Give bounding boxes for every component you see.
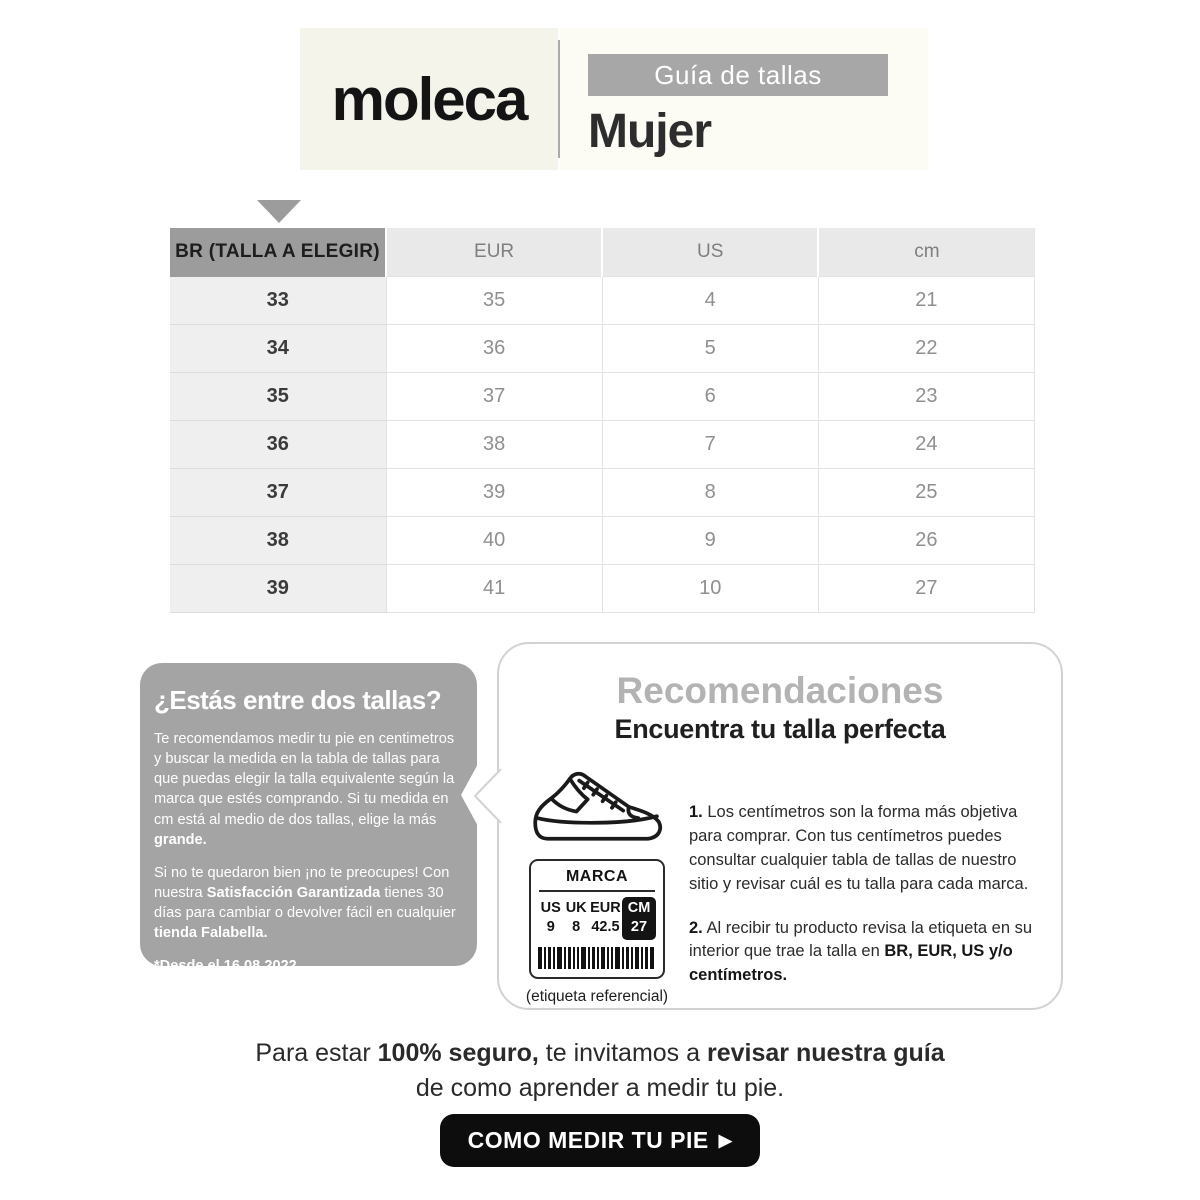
- footer-button-row: [0, 1114, 1200, 1167]
- column-pointer-triangle-icon: [257, 200, 301, 223]
- text-segment-bold: BR, EUR, US y/o centímetros.: [689, 942, 1013, 985]
- cell-us-size: 10: [602, 565, 818, 613]
- barcode-image: [538, 947, 654, 969]
- point-2: [689, 917, 1035, 989]
- guide-badge: Guía de tallas: [588, 54, 888, 96]
- header-title-block: [560, 28, 928, 170]
- bubble-paragraph-2: [154, 863, 463, 944]
- brand-logo-box: [300, 28, 558, 170]
- button-label: COMO MEDIR TU PIE: [467, 1127, 709, 1153]
- text-segment: tienes 30 días para cambiar o devolver fácil en cualquier: [154, 884, 456, 921]
- arrow-right-icon: ▶: [718, 1131, 733, 1150]
- brand-logo: moleca: [331, 65, 527, 133]
- label-value: 8: [572, 919, 581, 936]
- cell-cm-size: 25: [818, 469, 1034, 517]
- column-header-eur: EUR: [386, 228, 602, 277]
- label-col-us: [538, 899, 563, 938]
- label-cm-highlight: [622, 897, 656, 940]
- table-row: [170, 421, 1035, 469]
- between-sizes-bubble: [140, 663, 477, 975]
- table-row: [170, 373, 1035, 421]
- footer-line-1: [0, 1036, 1200, 1071]
- cell-us-size: 9: [602, 517, 818, 565]
- cell-cm-size: 27: [818, 565, 1034, 613]
- size-table: [170, 228, 1035, 613]
- label-illustration-column: [511, 761, 683, 1008]
- cell-eur-size: 38: [386, 421, 602, 469]
- text-segment-bold: Satisfacción Garantizada: [206, 884, 381, 901]
- cell-us-size: 4: [602, 277, 818, 325]
- column-header-cm: cm: [818, 228, 1034, 277]
- cell-eur-size: 36: [386, 325, 602, 373]
- cell-br-size: 34: [170, 325, 386, 373]
- page-title: Mujer: [588, 105, 712, 158]
- table-header-row: [170, 228, 1035, 277]
- cell-cm-size: 23: [818, 373, 1034, 421]
- text-segment: Al recibir tu producto revisa la etiqueta en su interior que trae la talla en: [689, 918, 1033, 961]
- text-segment-bold: tienda Falabella.: [154, 925, 268, 942]
- label-divider: [539, 890, 655, 892]
- point-number: 1.: [689, 802, 703, 821]
- label-cm-value: 27: [630, 919, 648, 936]
- text-segment: Te recomendamos medir tu pie en centimetros y buscar la medida en la tabla de tallas para que puedas elegir la talla equivalente según la marca que estés comprando. Si tu medida en cm está al medio de dos tallas, elige la más: [154, 731, 455, 828]
- cell-cm-size: 22: [818, 325, 1034, 373]
- card-tail-pointer: [455, 758, 505, 834]
- header: [300, 28, 928, 170]
- footer-text: [0, 1036, 1200, 1106]
- cell-br-size: 37: [170, 469, 386, 517]
- recommendations-card: [497, 642, 1063, 1010]
- text-segment: te invitamos a: [538, 1039, 707, 1067]
- label-cm-unit: CM: [627, 899, 651, 916]
- cell-us-size: 8: [602, 469, 818, 517]
- cell-br-size: 38: [170, 517, 386, 565]
- table-row: [170, 469, 1035, 517]
- cell-us-size: 5: [602, 325, 818, 373]
- bubble-date-note: *Desde el 16.08.2022: [154, 958, 297, 975]
- recommendations-title: Recomendaciones: [616, 670, 944, 711]
- text-segment: Para estar: [255, 1039, 378, 1067]
- recommendations-points: [683, 801, 1035, 1008]
- label-unit: US: [540, 899, 561, 916]
- cell-br-size: 36: [170, 421, 386, 469]
- cell-eur-size: 40: [386, 517, 602, 565]
- label-col-uk: [563, 899, 588, 938]
- table-row: [170, 325, 1035, 373]
- cell-eur-size: 41: [386, 565, 602, 613]
- point-number: 2.: [689, 918, 703, 937]
- column-header-br: BR (TALLA A ELEGIR): [170, 228, 386, 277]
- table-row: [170, 277, 1035, 325]
- label-size-grid: [538, 897, 656, 940]
- cell-us-size: 6: [602, 373, 818, 421]
- label-caption: (etiqueta referencial): [525, 987, 669, 1005]
- cell-br-size: 33: [170, 277, 386, 325]
- column-header-us: US: [602, 228, 818, 277]
- label-brand: MARCA: [565, 867, 629, 885]
- point-1: [689, 801, 1035, 897]
- recommendations-body: [499, 745, 1061, 1008]
- cell-eur-size: 37: [386, 373, 602, 421]
- text-segment-bold: revisar nuestra guía: [706, 1039, 945, 1067]
- cell-eur-size: 39: [386, 469, 602, 517]
- label-value: 42.5: [591, 919, 620, 936]
- text-segment-bold: grande.: [154, 831, 207, 848]
- cell-cm-size: 21: [818, 277, 1034, 325]
- table-row: [170, 565, 1035, 613]
- table-row: [170, 517, 1035, 565]
- label-unit: EUR: [590, 899, 621, 916]
- cell-eur-size: 35: [386, 277, 602, 325]
- cell-cm-size: 26: [818, 517, 1034, 565]
- shoe-label: [529, 859, 665, 979]
- cell-us-size: 7: [602, 421, 818, 469]
- cell-br-size: 39: [170, 565, 386, 613]
- text-segment: Los centímetros son la forma más objetiva para comprar. Con tus centímetros puedes consultar cualquier tabla de tallas de nuestro sitio y revisar cuál es tu talla para cada marca.: [689, 802, 1029, 893]
- text-segment-bold: 100% seguro,: [377, 1039, 539, 1067]
- cell-cm-size: 24: [818, 421, 1034, 469]
- how-to-measure-button[interactable]: [440, 1114, 761, 1167]
- footer-line-2: de como aprender a medir tu pie.: [415, 1074, 785, 1102]
- text-segment: Si no te quedaron bien ¡no te preocupes! Con nuestra: [154, 864, 450, 901]
- label-unit: UK: [565, 899, 587, 916]
- cell-br-size: 35: [170, 373, 386, 421]
- bubble-paragraph-1: [154, 729, 463, 850]
- sneaker-icon: [521, 761, 673, 849]
- label-col-eur: [589, 899, 622, 938]
- label-value: 9: [546, 919, 555, 936]
- recommendations-subtitle: Encuentra tu talla perfecta: [614, 713, 946, 744]
- bubble-title: ¿Estás entre dos tallas?: [154, 685, 442, 715]
